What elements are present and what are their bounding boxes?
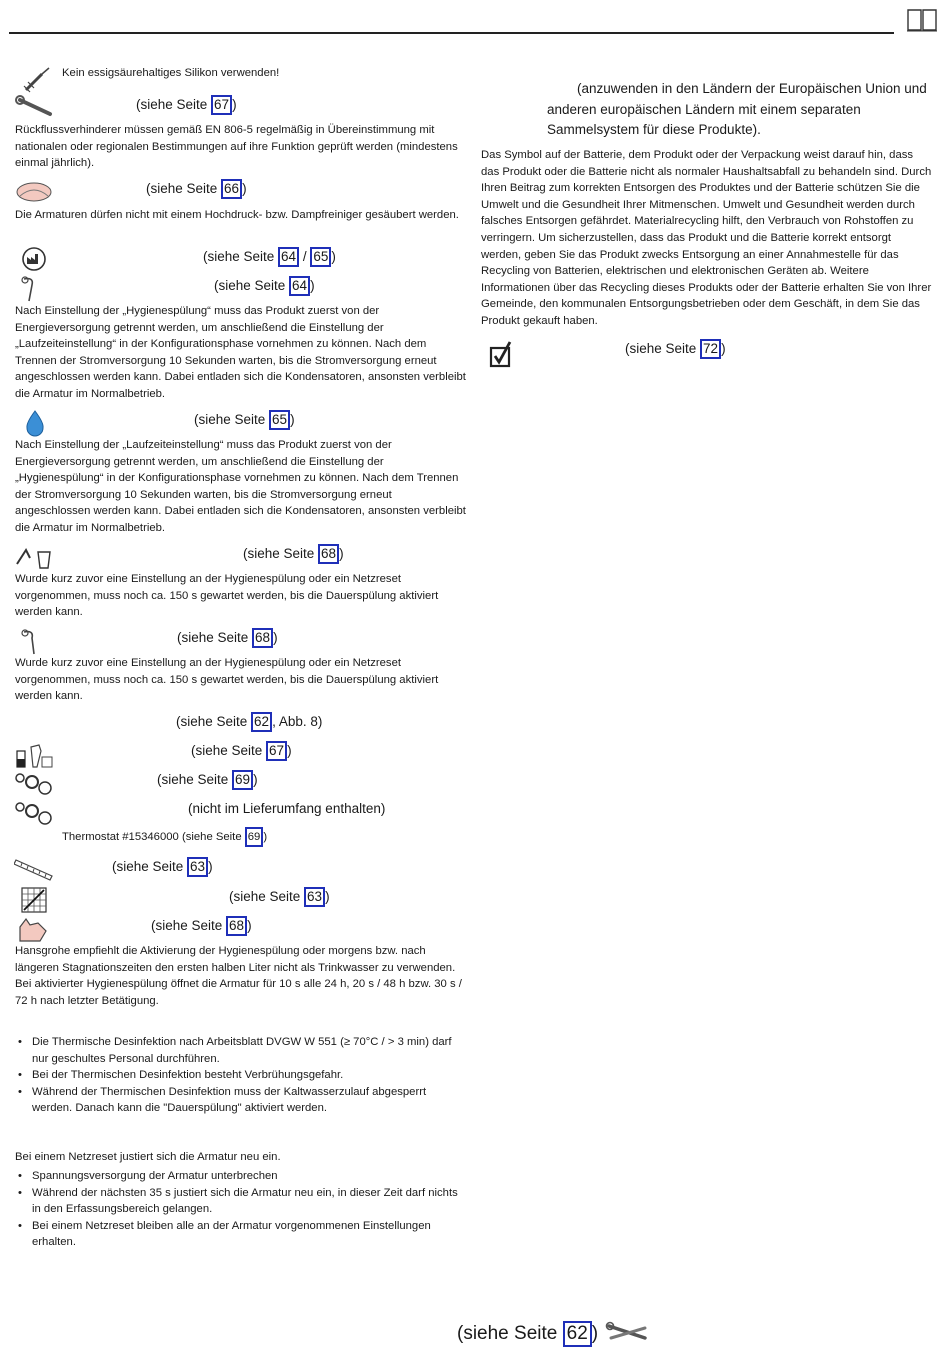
page-reference: (siehe Seite 67 ): [136, 95, 237, 115]
page-link[interactable]: 69: [232, 770, 253, 790]
page-link[interactable]: 62: [563, 1321, 592, 1347]
page-link[interactable]: 65: [269, 410, 290, 430]
paragraph: Die Armaturen dürfen nicht mit einem Hochdruck- bzw. Dampfreiniger gesäubert werden.: [15, 209, 459, 221]
list-item: • Spannungsversorgung der Armatur unterbrechen: [15, 1168, 465, 1185]
footer-reference: (siehe Seite 62 ): [457, 1321, 598, 1347]
page-reference: (siehe Seite 67 ): [191, 741, 292, 761]
flush-bucket-icon: [14, 544, 54, 570]
faucet-icon: [20, 628, 40, 656]
page-link[interactable]: 64: [289, 276, 310, 296]
page-link[interactable]: 68: [252, 628, 273, 648]
thermostat-reference: Thermostat #15346000 (siehe Seite 69 ): [62, 827, 267, 847]
tools-icon: [605, 1320, 649, 1346]
paragraph: Bei einem Netzreset justiert sich die Armatur neu ein.: [15, 1151, 281, 1163]
page-link[interactable]: 63: [304, 887, 325, 907]
checkbox-icon: [489, 340, 513, 368]
battery-paragraph: Das Symbol auf der Batterie, dem Produkt oder der Verpackung weist darauf hin, dass das Produkt oder die Batterie nicht als normaler Haushaltsabfall zu behandeln sind. Durch Ihren Beitrag zum korrekten Entsorgen des Produktes und der Batterie schützen Sie die Umwelt und die Gesundheit Ihrer Mitmenschen. Umwelt und Gesundheit werden durch falsches Entsorgen gefährdet. Materialrecycling hilft, den Verbrauch von Rohstoffen zu verringern. Um sicherzustellen, dass das Produkt und die Batterie korrekt entsorgt werden, geben Sie das Produkt zwecks Entsorgung an einer Annahmestelle für das Recycling von Batterien, elektrischen und elektronischen Geräten ab. Weitere Informationen über das Recycling dieses Produkts oder der Batterie erhalten Sie von Ihrer Gemeinde, den kommunalen Entsorgungsbetrieben oder dem Geschäft, in dem Sie das Produkt gekauft haben.: [481, 149, 932, 327]
cleaning-hand-icon: [14, 180, 54, 204]
seal-parts-icon: [14, 799, 54, 827]
page-reference: (siehe Seite 64 ): [214, 276, 315, 296]
factory-icon: [20, 246, 48, 272]
book-icon: [906, 8, 938, 32]
page-link[interactable]: 64: [278, 247, 299, 267]
seal-parts-icon: [14, 770, 54, 796]
hand-icon: [16, 915, 50, 943]
paragraph: Wurde kurz zuvor eine Einstellung an der Hygienespülung oder ein Netzreset vorgenommen, muss noch ca. 150 s gewartet werden, bis die Dauerspülung aktiviert werden kann.: [15, 657, 439, 703]
page-link[interactable]: 68: [226, 916, 247, 936]
water-drop-icon: [24, 409, 46, 437]
paragraph: Hansgrohe empfiehlt die Aktivierung der Hygienespülung oder morgens bzw. nach längeren Stagnationszeiten den ersten halben Liter nicht als Trinkwasser zu verwenden. Bei aktivierter Hygienespülung öffnet die Armatur für 10 s alle 24 h, 20 s / 48 h bzw. 30 s / 72 h nach letzter Betätigung.: [15, 945, 462, 1007]
list-item: • Bei der Thermischen Desinfektion besteht Verbrühungsgefahr.: [15, 1067, 465, 1084]
page-link[interactable]: 67: [266, 741, 287, 761]
paragraph: Nach Einstellung der „Hygienespülung“ muss das Produkt zuerst von der Energieversorgung getrennt werden, um anschließend die Einstellung der „Laufzeiteinstellung“ in der Konfigurationsphase vornehmen zu können. Nach dem Trennen der Stromversorgung 10 Sekunden warten, bis die Stromversorgung erneut angeschlossen werden kann. Dabei entladen sich die Kondensatoren, ansonsten verbleibt die Armatur im Normalbetrieb.: [15, 305, 466, 400]
page-link[interactable]: 68: [318, 544, 339, 564]
battery-spray-icon: [15, 741, 53, 769]
page-reference: (siehe Seite 65 ): [194, 410, 295, 430]
silicone-warning: Kein essigsäurehaltiges Silikon verwenden!: [62, 67, 280, 79]
page-reference: (siehe Seite 69 ): [157, 770, 258, 790]
list-item: • Bei einem Netzreset bleiben alle an der Armatur vorgenommenen Einstellungen erhalten.: [15, 1218, 465, 1251]
disinfection-list: [15, 1034, 465, 1117]
page-link[interactable]: 62: [251, 712, 272, 732]
list-item: • Die Thermische Desinfektion nach Arbeitsblatt DVGW W 551 (≥ 70°C / > 3 min) darf nur geschultes Personal durchführen.: [15, 1034, 465, 1067]
wrench-icon: [14, 95, 56, 119]
page-reference: (siehe Seite 68 ): [243, 544, 344, 564]
page-link[interactable]: 67: [211, 95, 232, 115]
list-item: • Während der Thermischen Desinfektion muss der Kaltwasserzulauf abgesperrt werden. Danach kann die "Dauerspülung" aktiviert werden.: [15, 1084, 465, 1117]
header-rule: [9, 32, 894, 34]
list-item: • Während der nächsten 35 s justiert sich die Armatur neu ein, in dieser Zeit darf nichts in den Erfassungsbereich gelangen.: [15, 1185, 465, 1218]
page-link[interactable]: 69: [245, 827, 264, 847]
page-reference: (siehe Seite 68 ): [177, 628, 278, 648]
page-reference: (siehe Seite 64 / 65 ): [203, 247, 336, 267]
silicone-gun-icon: [20, 66, 52, 94]
page-link[interactable]: 72: [700, 339, 721, 359]
paragraph: Nach Einstellung der „Laufzeiteinstellung“ muss das Produkt zuerst von der Energieversorgung getrennt werden, um anschließend die Einstellung der „Hygienespülung“ in der Konfigurationsphase vornehmen zu können. Nach dem Trennen der Stromversorgung 10 Sekunden warten, bis die Stromversorgung erneut angeschlossen werden kann. Dabei entladen sich die Kondensatoren, ansonsten verbleibt die Armatur im Normalbetrieb.: [15, 439, 466, 534]
not-included-note: (nicht im Lieferumfang enthalten): [188, 801, 386, 816]
page-reference: (siehe Seite 72 ): [625, 339, 726, 359]
faucet-icon: [20, 275, 38, 303]
page-link[interactable]: 63: [187, 857, 208, 877]
paragraph: Wurde kurz zuvor eine Einstellung an der Hygienespülung oder ein Netzreset vorgenommen, muss noch ca. 150 s gewartet werden, bis die Dauerspülung aktiviert werden kann.: [15, 573, 439, 619]
page-link[interactable]: 65: [310, 247, 331, 267]
page-reference: (siehe Seite 63 ): [112, 857, 213, 877]
ruler-icon: [14, 856, 54, 882]
paragraph: Rückflussverhinderer müssen gemäß EN 806-5 regelmäßig in Übereinstimmung mit nationalen oder regionalen Bestimmungen auf ihre Funktion geprüft werden (mindestens einmal jährlich).: [15, 124, 458, 170]
page-reference: (siehe Seite 62 , Abb. 8): [176, 712, 322, 732]
reset-list: [15, 1168, 465, 1251]
page-link[interactable]: 66: [221, 179, 242, 199]
page-reference: (siehe Seite 66 ): [146, 179, 247, 199]
page-reference: (siehe Seite 63 ): [229, 887, 330, 907]
dimension-grid-icon: [20, 886, 48, 914]
page-reference: (siehe Seite 68 ): [151, 916, 252, 936]
eu-note: (anzuwenden in den Ländern der Europäischen Union und anderen europäischen Ländern mit einem separaten Sammelsystem für diese Produkte).: [547, 81, 927, 137]
